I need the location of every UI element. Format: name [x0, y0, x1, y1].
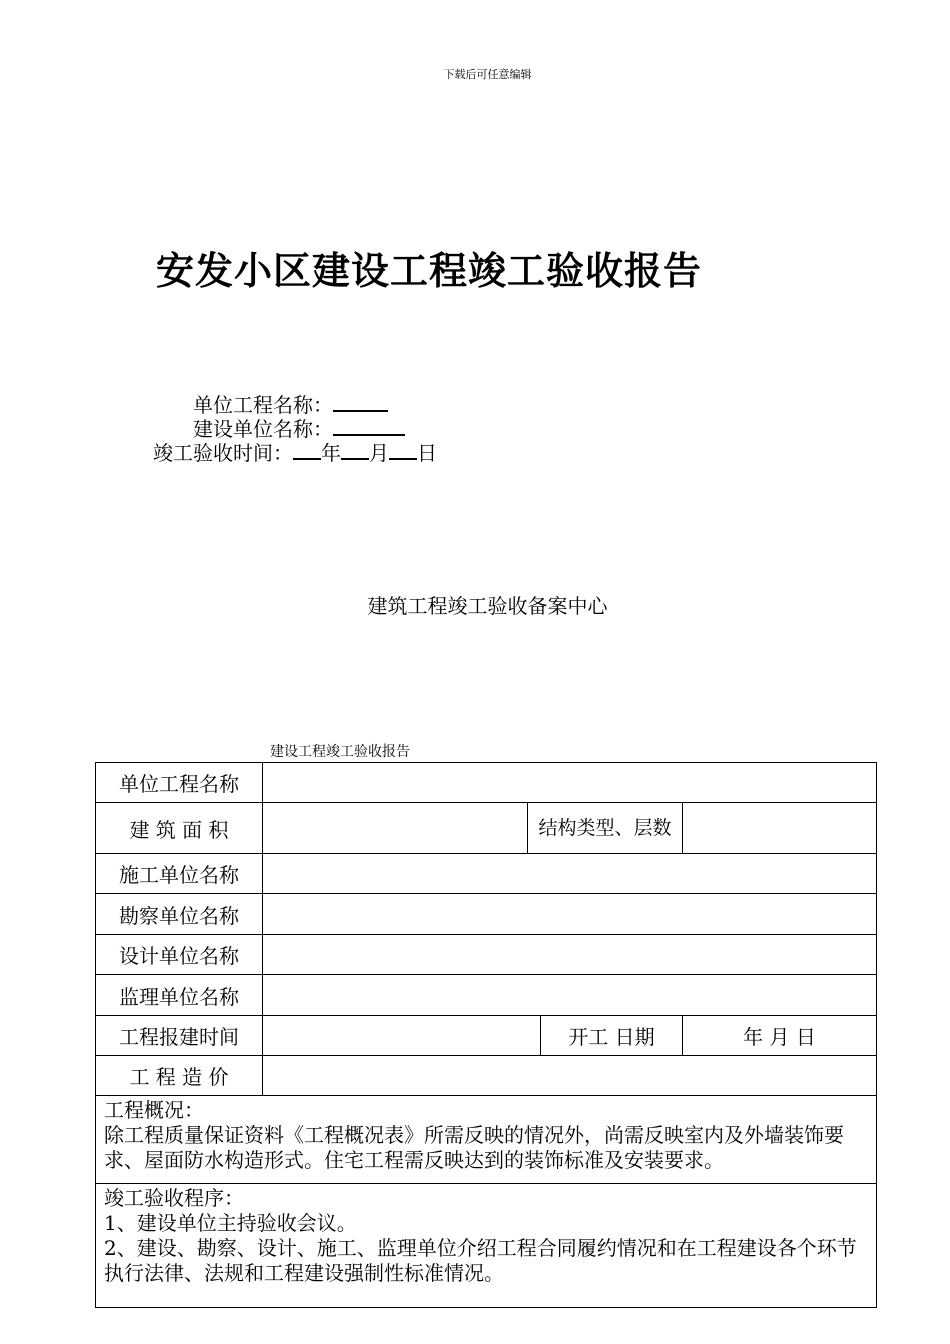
table-row: [96, 1096, 877, 1184]
year-blank[interactable]: [293, 440, 321, 460]
builder-line: [193, 416, 405, 441]
header-note: 下载后可任意编辑: [443, 68, 532, 81]
procedure-block[interactable]: [96, 1184, 877, 1308]
table-row: [96, 1016, 877, 1056]
start-date-value[interactable]: 年 月 日: [683, 1016, 877, 1056]
procedure-step-1: 1、建设单位主持验收会议。: [104, 1211, 357, 1235]
builder-blank[interactable]: [333, 416, 405, 436]
overview-title: 工程概况：: [104, 1098, 204, 1122]
page-title: 安发小区建设工程竣工验收报告: [156, 248, 703, 293]
table-row: [96, 975, 877, 1016]
procedure-step-2: 2、建设、勘察、设计、施工、监理单位介绍工程合同履约情况和在工程建设各个环节执行法律、法规和工程建设强制性标准情况。: [104, 1236, 857, 1285]
building-area-value[interactable]: [263, 803, 528, 854]
unit-project-label: 单位工程名称：: [193, 393, 333, 417]
unit-project-name-value[interactable]: [263, 763, 877, 803]
cost-label: 工 程 造 价: [96, 1056, 263, 1096]
overview-block[interactable]: [96, 1096, 877, 1184]
table-row: [96, 935, 877, 975]
day-blank[interactable]: [389, 440, 417, 460]
building-area-label: 建 筑 面 积: [96, 803, 263, 854]
design-unit-value[interactable]: [263, 935, 877, 975]
table-row: [96, 1056, 877, 1096]
month-label: 月: [369, 441, 389, 465]
start-date-label: 开工 日期: [541, 1016, 683, 1056]
day-label: 日: [417, 441, 437, 465]
acceptance-label: 竣工验收时间：: [153, 441, 293, 465]
unit-project-name-label: 单位工程名称: [96, 763, 263, 803]
unit-project-line: [193, 392, 388, 417]
report-time-value[interactable]: [263, 1016, 541, 1056]
supervision-unit-label: 监理单位名称: [96, 975, 263, 1016]
construction-unit-label: 施工单位名称: [96, 854, 263, 894]
table-row: [96, 763, 877, 803]
procedure-title: 竣工验收程序：: [104, 1186, 244, 1210]
report-time-label: 工程报建时间: [96, 1016, 263, 1056]
filing-center-name: 建筑工程竣工验收备案中心: [367, 594, 608, 618]
year-label: 年: [321, 441, 341, 465]
design-unit-label: 设计单位名称: [96, 935, 263, 975]
acceptance-date-line: [153, 440, 437, 465]
construction-unit-value[interactable]: [263, 854, 877, 894]
table-row: [96, 1184, 877, 1308]
table-caption: 建设工程竣工验收报告: [270, 744, 410, 760]
table-row: [96, 803, 877, 854]
overview-text: 除工程质量保证资料《工程概况表》所需反映的情况外，尚需反映室内及外墙装饰要求、屋面防水构造形式。住宅工程需反映达到的装饰标准及安装要求。: [104, 1123, 844, 1172]
survey-unit-label: 勘察单位名称: [96, 894, 263, 935]
acceptance-report-table: [95, 762, 877, 1308]
survey-unit-value[interactable]: [263, 894, 877, 935]
table-row: [96, 854, 877, 894]
cost-value[interactable]: [263, 1056, 877, 1096]
structure-type-value[interactable]: [683, 803, 877, 854]
supervision-unit-value[interactable]: [263, 975, 877, 1016]
month-blank[interactable]: [341, 440, 369, 460]
structure-type-label: 结构类型、层数: [528, 803, 683, 854]
unit-project-blank[interactable]: [333, 392, 388, 412]
builder-label: 建设单位名称：: [193, 417, 333, 441]
table-row: [96, 894, 877, 935]
